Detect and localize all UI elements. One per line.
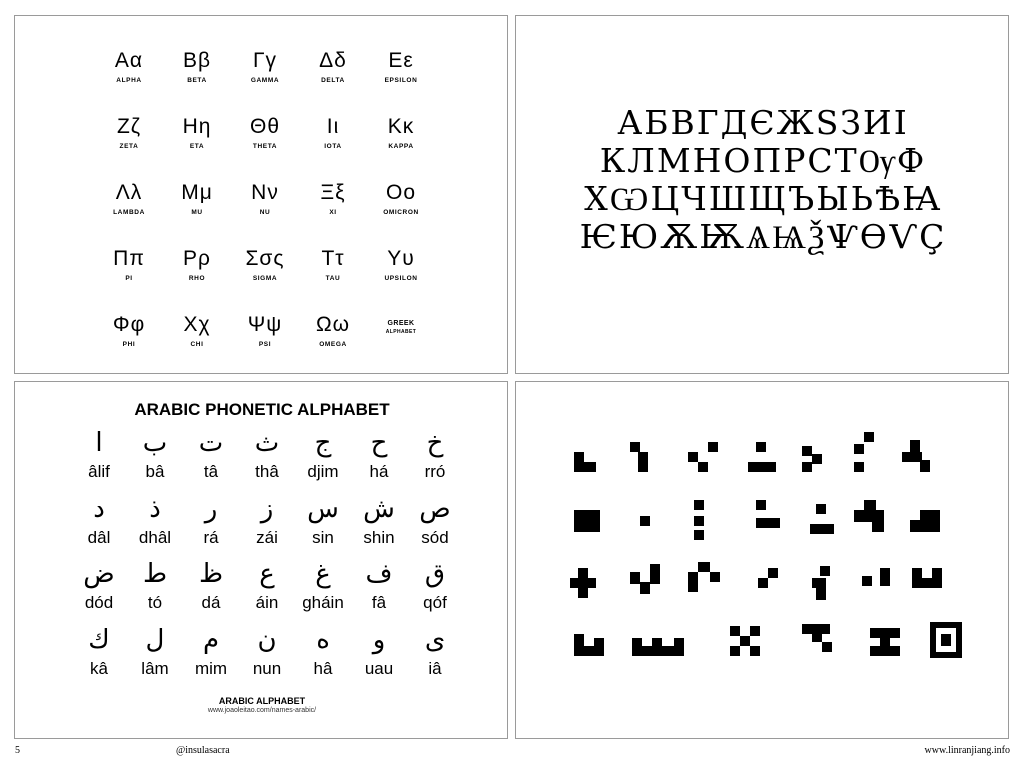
arabic-letter-glyph: ى	[424, 624, 446, 655]
arabic-letter-cell	[407, 557, 463, 623]
arabic-letter-glyph: ز	[260, 493, 274, 524]
pixel-glyph	[630, 564, 660, 594]
arabic-letter-cell	[127, 492, 183, 558]
arabic-letter-glyph: ح	[370, 428, 388, 458]
cyrillic-alphabet-panel	[515, 15, 1009, 374]
greek-letter-name: CHI	[190, 341, 204, 348]
greek-letter-pair: Οο	[385, 181, 416, 204]
greek-letter-pair: Λλ	[115, 181, 143, 204]
pixel-glyph	[570, 568, 596, 598]
arabic-letter-glyph: ظ	[198, 559, 224, 589]
pixel-glyph	[688, 442, 718, 472]
greek-letter-name: PHI	[122, 341, 136, 348]
greek-letter-pair: Ηη	[182, 115, 212, 138]
greek-letter-cell	[95, 46, 163, 112]
arabic-letter-name: djim	[307, 462, 339, 481]
pixel-glyph	[862, 568, 890, 586]
arabic-letter-cell	[127, 426, 183, 492]
greek-letter-pair: Χχ	[183, 313, 211, 336]
arabic-letter-name: qóf	[423, 593, 447, 612]
cyrillic-row: КЛМНОПРСТѸФ	[599, 141, 927, 180]
greek-letter-cell	[95, 178, 163, 244]
greek-letter-cell	[231, 46, 299, 112]
arabic-letter-glyph: ص	[419, 493, 451, 524]
arabic-letter-cell	[295, 623, 351, 689]
pixel-glyph	[910, 510, 940, 532]
arabic-letter-glyph: ف	[365, 559, 393, 589]
pixel-glyph	[688, 562, 720, 592]
greek-letter-cell	[367, 112, 435, 178]
arabic-letter-glyph: ت	[198, 428, 224, 458]
greek-letter-pair: Ξξ	[320, 181, 346, 204]
pixel-glyph	[912, 568, 942, 588]
arabic-letter-glyph: ر	[204, 493, 218, 524]
greek-letter-name: ETA	[189, 143, 205, 150]
arabic-letter-cell	[351, 557, 407, 623]
greek-letter-name: XI	[329, 209, 337, 216]
greek-alphabet-panel	[14, 15, 508, 374]
logo-line-1: GREEK	[387, 320, 415, 327]
arabic-letter-glyph: ش	[363, 493, 395, 524]
greek-letter-pair: Ωω	[315, 313, 351, 336]
greek-letter-pair: Κκ	[387, 115, 415, 138]
pixel-glyph	[870, 628, 900, 656]
arabic-letter-cell	[351, 492, 407, 558]
pixel-glyph	[810, 504, 834, 534]
arabic-letter-name: lâm	[141, 658, 169, 678]
arabic-letter-cell	[71, 623, 127, 689]
greek-letter-cell	[231, 112, 299, 178]
greek-letter-cell	[231, 178, 299, 244]
arabic-letter-name: nun	[252, 658, 282, 678]
greek-letter-cell	[299, 46, 367, 112]
arabic-letter-glyph: ط	[142, 559, 168, 589]
greek-letter-name: IOTA	[324, 143, 342, 150]
arabic-letter-cell	[295, 426, 351, 492]
greek-letter-pair: Μμ	[181, 181, 213, 204]
greek-letter-name: KAPPA	[388, 143, 414, 150]
arabic-letter-cell	[71, 426, 127, 492]
arabic-letter-name: iâ	[428, 658, 442, 678]
greek-letter-pair: Σσς	[245, 247, 285, 270]
greek-letter-pair: Ρρ	[183, 247, 211, 270]
logo-line-2: ALPHABET	[385, 329, 417, 335]
greek-letter-name: ALPHA	[116, 77, 142, 84]
greek-letter-name: UPSILON	[384, 275, 418, 282]
arabic-letter-name: sin	[312, 527, 334, 547]
greek-letter-cell	[163, 244, 231, 310]
arabic-letter-name: rá	[203, 527, 219, 547]
pixel-glyph	[854, 432, 874, 472]
arabic-letter-glyph: س	[307, 493, 339, 524]
arabic-letter-glyph: و	[372, 624, 386, 655]
greek-letter-name: PSI	[258, 341, 272, 348]
pixel-glyph	[802, 446, 822, 472]
greek-letter-pair: Ββ	[182, 49, 212, 72]
cyrillic-row: ХѠЦЧШЩЪЫЬѢꙖ	[584, 179, 942, 218]
arabic-alphabet-panel	[14, 381, 508, 739]
arabic-letter-cell	[239, 557, 295, 623]
arabic-letter-cell	[295, 492, 351, 558]
arabic-letter-glyph: د	[93, 493, 105, 524]
arabic-letter-cell	[71, 492, 127, 558]
greek-letter-cell	[367, 178, 435, 244]
greek-letter-name: MU	[191, 209, 203, 216]
arabic-letter-name: fâ	[371, 593, 387, 612]
greek-letter-cell	[367, 244, 435, 310]
pixel-glyph	[930, 622, 962, 658]
pixel-glyph	[758, 568, 778, 588]
arabic-letter-name: bâ	[145, 462, 165, 481]
arabic-letter-glyph: ك	[88, 624, 110, 655]
greek-letter-cell	[231, 244, 299, 310]
arabic-letter-name: zái	[256, 527, 278, 547]
arabic-letter-glyph: ا	[95, 428, 103, 458]
greek-letter-pair: Αα	[114, 49, 144, 72]
arabic-letter-name: shin	[363, 527, 395, 547]
arabic-title: ARABIC PHONETIC ALPHABET	[134, 400, 390, 419]
greek-letter-cell	[163, 112, 231, 178]
greek-alphabet-logo	[367, 320, 435, 374]
greek-letter-name: PI	[125, 275, 133, 282]
greek-letter-name: SIGMA	[252, 275, 278, 282]
arabic-letter-cell	[127, 623, 183, 689]
arabic-letter-cell	[239, 426, 295, 492]
greek-letter-cell	[95, 310, 163, 374]
greek-letter-pair: Νν	[251, 181, 279, 204]
arabic-letter-glyph: ه	[316, 624, 330, 655]
arabic-letter-cell	[183, 426, 239, 492]
greek-letter-name: TAU	[325, 275, 341, 282]
pixel-glyph	[730, 626, 760, 656]
arabic-letter-name: hâ	[313, 658, 333, 678]
arabic-letter-cell	[351, 623, 407, 689]
greek-letter-cell	[299, 310, 367, 374]
pixel-glyph	[574, 452, 596, 472]
greek-letter-cell	[95, 112, 163, 178]
greek-letter-pair: Ττ	[321, 247, 345, 270]
greek-letter-pair: Ψψ	[247, 313, 283, 336]
greek-letter-cell	[367, 46, 435, 112]
arabic-letter-name: dâl	[87, 527, 111, 547]
arabic-letter-glyph: ن	[257, 624, 277, 655]
greek-letter-cell	[163, 310, 231, 374]
arabic-letter-name: rró	[424, 462, 446, 481]
greek-letter-cell	[299, 178, 367, 244]
pixel-glyph	[694, 500, 704, 540]
greek-letter-cell	[95, 244, 163, 310]
arabic-letter-cell	[183, 623, 239, 689]
arabic-footer-url: www.joaoleitao.com/names-arabic/	[207, 707, 317, 714]
arabic-letter-name: kâ	[90, 658, 108, 678]
greek-letter-name: DELTA	[321, 77, 345, 84]
cyrillic-letter-block	[516, 104, 1009, 256]
cyrillic-row: АБВГДЄЖЅЗИІ	[617, 103, 909, 142]
pixel-glyph	[812, 566, 830, 600]
greek-letter-name: EPSILON	[384, 77, 418, 84]
arabic-letter-glyph: ذ	[149, 493, 161, 524]
arabic-letter-glyph: ب	[142, 428, 168, 458]
arabic-letter-cell	[183, 557, 239, 623]
pixel-glyph	[902, 440, 930, 472]
greek-letter-pair: Γγ	[252, 49, 278, 72]
arabic-letter-name: há	[369, 462, 389, 481]
arabic-letter-cell	[71, 557, 127, 623]
arabic-letter-cell	[183, 492, 239, 558]
page-number: 5	[15, 745, 20, 756]
arabic-letter-name: tó	[147, 593, 163, 612]
greek-letter-pair: Εε	[388, 49, 414, 72]
arabic-footer-title: ARABIC ALPHABET	[218, 696, 306, 706]
arabic-letter-glyph: ج	[314, 428, 332, 458]
greek-letter-cell	[299, 244, 367, 310]
pixel-glyph	[574, 634, 604, 656]
greek-letter-pair: Ζζ	[116, 115, 142, 138]
pixel-glyph	[854, 500, 884, 532]
arabic-letter-cell	[407, 492, 463, 558]
arabic-letter-name: áin	[255, 593, 279, 612]
arabic-letter-glyph: غ	[315, 559, 331, 589]
arabic-letter-glyph: خ	[426, 428, 444, 458]
arabic-letter-cell	[239, 492, 295, 558]
greek-letter-name: GAMMA	[250, 77, 280, 84]
pixel-glyph	[640, 516, 650, 526]
arabic-letter-cell	[239, 623, 295, 689]
greek-letter-name: RHO	[188, 275, 206, 282]
website-link[interactable]: www.linranjiang.info	[924, 745, 1010, 756]
arabic-letter-name: gháin	[302, 593, 344, 612]
greek-letter-pair: Ππ	[113, 247, 145, 270]
arabic-letter-glyph: ث	[254, 428, 280, 458]
greek-letter-grid	[95, 46, 435, 374]
greek-letter-pair: Θθ	[249, 115, 280, 138]
greek-letter-pair: Υυ	[387, 247, 415, 270]
arabic-letter-cell	[407, 623, 463, 689]
arabic-letter-grid	[71, 426, 463, 688]
greek-letter-name: NU	[259, 209, 271, 216]
greek-letter-name: BETA	[187, 77, 207, 84]
pixel-glyph	[632, 638, 684, 656]
arabic-letter-name: mim	[194, 658, 228, 678]
arabic-letter-glyph: ع	[259, 559, 275, 589]
greek-letter-name: THETA	[252, 143, 278, 150]
arabic-letter-cell	[351, 426, 407, 492]
arabic-letter-name: âlif	[88, 462, 110, 481]
pixel-glyph	[756, 500, 780, 528]
pixel-glyph-panel	[515, 381, 1009, 739]
greek-letter-pair: Ιι	[326, 115, 340, 138]
greek-letter-name: LAMBDA	[113, 209, 145, 216]
greek-letter-pair: Δδ	[319, 49, 347, 72]
arabic-letter-glyph: ق	[424, 559, 446, 589]
pixel-glyph	[748, 442, 776, 472]
arabic-letter-glyph: ض	[83, 559, 115, 589]
greek-letter-cell	[163, 46, 231, 112]
author-handle: @insulasacra	[176, 745, 230, 756]
pixel-glyph-grid	[516, 382, 1009, 739]
arabic-letter-name: sód	[421, 527, 449, 547]
arabic-letter-cell	[127, 557, 183, 623]
greek-letter-cell	[299, 112, 367, 178]
pixel-glyph	[630, 442, 648, 472]
arabic-letter-name: thâ	[255, 462, 279, 481]
greek-letter-name: ZETA	[119, 143, 139, 150]
arabic-letter-name: dód	[84, 593, 114, 612]
arabic-letter-name: dhâl	[138, 527, 172, 547]
greek-letter-name: OMEGA	[319, 341, 347, 348]
pixel-glyph	[802, 624, 832, 652]
cyrillic-row: ѤЮѪѬѦѨѮѰѲѴҪ	[579, 217, 947, 256]
greek-letter-pair: Φφ	[112, 313, 146, 336]
arabic-letter-glyph: م	[202, 624, 220, 655]
pixel-glyph	[574, 510, 600, 532]
arabic-letter-name: tâ	[203, 462, 219, 481]
arabic-letter-name: dá	[201, 593, 221, 612]
arabic-letter-name: uau	[364, 658, 394, 678]
arabic-letter-cell	[295, 557, 351, 623]
arabic-letter-cell	[407, 426, 463, 492]
arabic-letter-glyph: ل	[145, 624, 165, 655]
greek-letter-name: OMICRON	[383, 209, 419, 216]
greek-letter-cell	[231, 310, 299, 374]
greek-letter-cell	[163, 178, 231, 244]
